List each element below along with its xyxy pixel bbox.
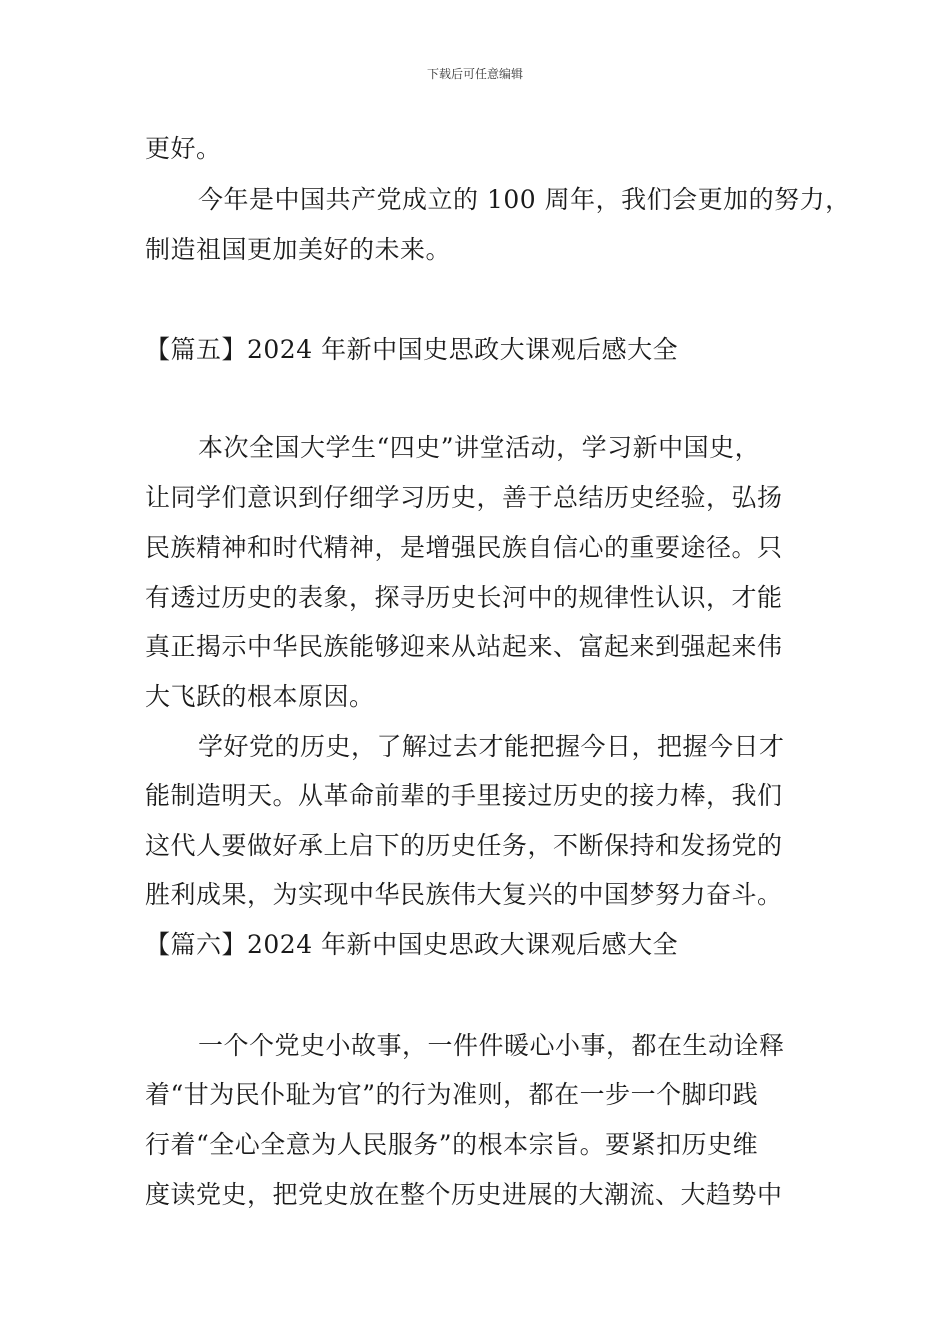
paragraph-line: 能制造明天。从革命前辈的手里接过历史的接力棒，我们 <box>145 781 783 810</box>
paragraph-line: 行着“全心全意为人民服务”的根本宗旨。要紧扣历史维 <box>145 1130 759 1159</box>
paragraph-line: 大飞跃的根本原因。 <box>145 682 375 711</box>
paragraph-line: 这代人要做好承上启下的历史任务，不断保持和发扬党的 <box>145 831 783 860</box>
paragraph-line: 制造祖国更加美好的未来。 <box>145 235 452 264</box>
paragraph-line: 有透过历史的表象，探寻历史长河中的规律性认识，才能 <box>145 583 783 612</box>
section-heading-5: 【篇五】2024 年新中国史思政大课观后感大全 <box>145 335 679 364</box>
paragraph-line: 民族精神和时代精神，是增强民族自信心的重要途径。只 <box>145 533 783 562</box>
paragraph-line: 胜利成果，为实现中华民族伟大复兴的中国梦努力奋斗。 <box>145 880 783 909</box>
paragraph-line: 本次全国大学生“四史”讲堂活动，学习新中国史， <box>198 433 761 462</box>
section-heading-6: 【篇六】2024 年新中国史思政大课观后感大全 <box>145 930 679 959</box>
paragraph-line: 更好。 <box>145 134 222 163</box>
paragraph-line: 一个个党史小故事，一件件暖心小事，都在生动诠释 <box>198 1031 785 1060</box>
paragraph-line: 今年是中国共产党成立的 100 周年，我们会更加的努力， <box>198 185 851 214</box>
paragraph-line: 让同学们意识到仔细学习历史，善于总结历史经验，弘扬 <box>145 483 783 512</box>
paragraph-line: 学好党的历史，了解过去才能把握今日，把握今日才 <box>198 732 785 761</box>
paragraph-line: 度读党史，把党史放在整个历史进展的大潮流、大趋势中 <box>145 1180 783 1209</box>
page-header: 下载后可任意编辑 <box>426 67 523 81</box>
paragraph-line: 真正揭示中华民族能够迎来从站起来、富起来到强起来伟 <box>145 632 783 661</box>
paragraph-line: 着“甘为民仆耻为官”的行为准则，都在一步一个脚印践 <box>145 1080 759 1109</box>
